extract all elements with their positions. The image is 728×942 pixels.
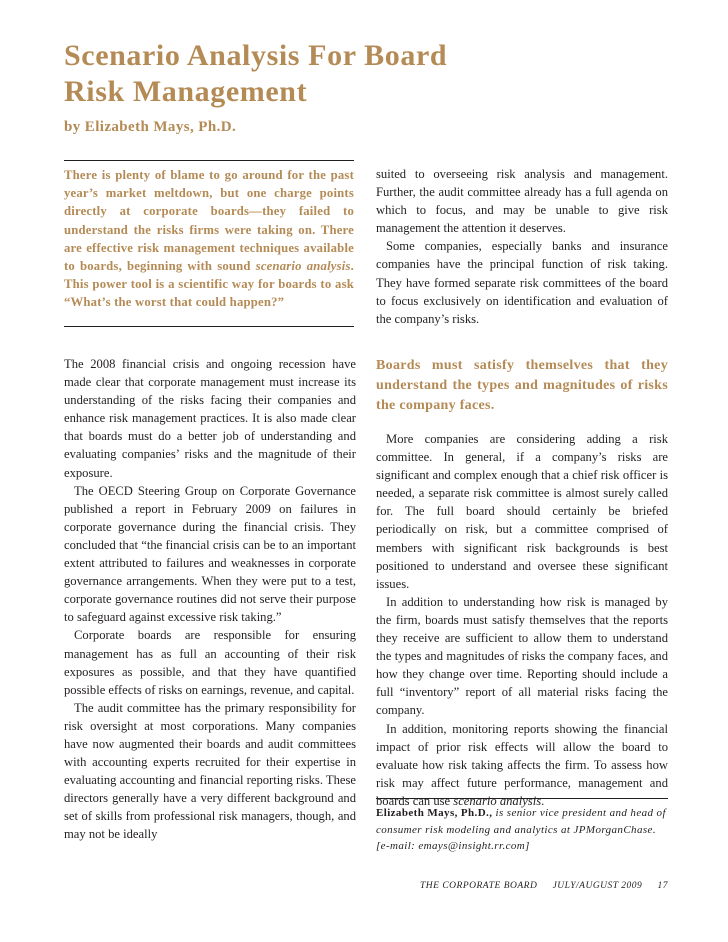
- bio-rule: [376, 798, 668, 799]
- paragraph: [376, 720, 668, 810]
- paragraph: More companies are considering adding a risk committee. In general, if a company’s risks are significant and complex enough that a chief risk officer is needed, a separate risk committee is almost surely called for. The full board should certainly be briefed periodically on risk, but a committee comprised of members with significant risk backgrounds is best positioned to understand and oversee these significant issues.: [376, 432, 668, 591]
- left-column-body: [64, 355, 356, 844]
- bio-name: Elizabeth Mays, Ph.D.,: [376, 807, 493, 819]
- paragraph: Corporate boards are responsible for ensuring management has as full an accounting of their risk exposures as possible, and that they have quantified possible effects of risks on earnings, revenue, and capital.: [64, 628, 356, 697]
- deck-top-rule: [64, 160, 354, 161]
- deck-bottom-rule: [64, 326, 354, 327]
- paragraph: In addition to understanding how risk is managed by the firm, boards must satisfy themselves that the reports they receive are sufficient to allow them to understand the types and magnitudes of risks the company faces, and how they change over time. Reporting should include a full “inventory” report of all material risks facing the company.: [376, 594, 668, 718]
- paragraph-end: .: [541, 793, 545, 808]
- paragraph-emphasis: scenario analysis: [453, 793, 542, 808]
- pull-quote: Boards must satisfy themselves that they understand the types and magnitudes of risks the company faces.: [376, 358, 668, 413]
- deck-text-pre: There is plenty of blame to go around for the past year’s market meltdown, but one charge points directly at corporate boards—they failed to understand the risks firms were taking on. There are effective risk management techniques available to boards, beginning with sound: [64, 168, 354, 274]
- page-footer: [376, 880, 668, 892]
- paragraph: The audit committee has the primary responsibility for risk oversight at most corporations. Many companies have now augmented their boards and audit committees with accounting experts recruited for their expertise in evaluating accounting and financial reporting risks. These directors generally have a very different background and set of skills from professional risk managers, though, and may not be ideally: [64, 700, 356, 842]
- deck-emphasis: scenario analysis: [255, 259, 351, 274]
- page-number: 17: [657, 881, 668, 891]
- paragraph-text: In addition, monitoring reports showing the financial impact of prior risk effects will allow the board to evaluate how risk taking affects the firm. To assess how risk may affect future performance, management and boards can use: [376, 721, 668, 808]
- paragraph: suited to overseeing risk analysis and management. Further, the audit committee already has a full agenda on which to focus, and may be unable to give risk management the attention it deserves.: [376, 167, 668, 236]
- deck-text-post: . This power tool is a scientific way for boards to ask “What’s the worst that could happen?”: [64, 259, 354, 310]
- author-bio: [376, 805, 668, 855]
- paragraph: The 2008 financial crisis and ongoing recession have made clear that corporate management must increase its understanding of the risks facing their companies and enhance risk management practices. It is also made clear that boards must do a better job of understanding and evaluating companies’ risks and the magnitude of their exposure.: [64, 357, 356, 480]
- byline: by Elizabeth Mays, Ph.D.: [64, 119, 237, 135]
- deck-summary: [64, 166, 354, 312]
- footer-publication: THE CORPORATE BOARD: [420, 881, 538, 891]
- right-column-top: [376, 165, 668, 328]
- paragraph: Some companies, especially banks and insurance companies have the principal function of risk taking. They have formed separate risk committees of the board to focus exclusively on identification and evaluation of the company’s risks.: [376, 239, 668, 326]
- bio-role: is senior vice president and head of consumer risk modeling and analytics at JPMorganChase.: [376, 807, 666, 836]
- title-line-1: Scenario Analysis For Board: [64, 39, 448, 72]
- bio-email: [e-mail: emays@insight.rr.com]: [376, 840, 530, 852]
- article-title: [64, 38, 684, 110]
- right-column-body: [376, 430, 668, 810]
- footer-issue: JULY/AUGUST 2009: [552, 881, 643, 891]
- paragraph: The OECD Steering Group on Corporate Governance published a report in February 2009 on failures in corporate governance during the financial crisis. They concluded that “the financial crisis can be to an important extent attributed to failures and weaknesses in corporate governance arrangements. When they were put to a test, corporate governance routines did not serve their purpose to safeguard against excessive risk taking.”: [64, 483, 356, 625]
- title-line-2: Risk Management: [64, 75, 308, 108]
